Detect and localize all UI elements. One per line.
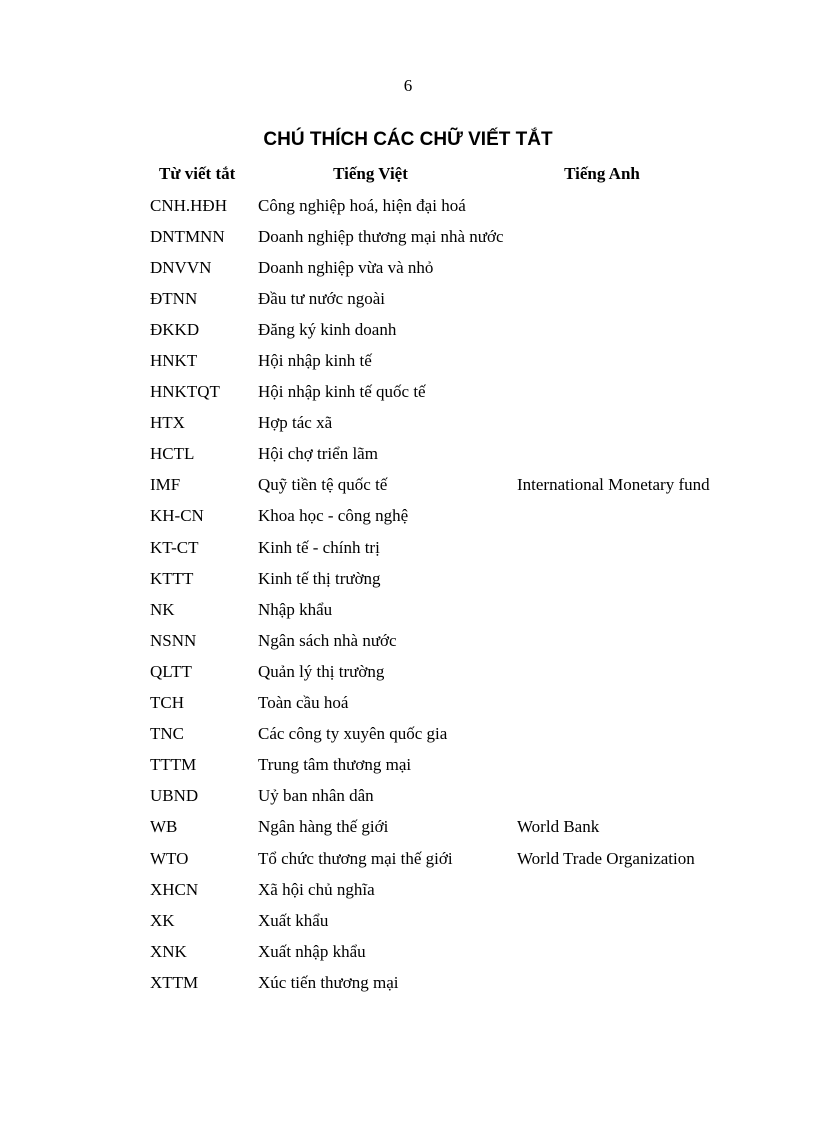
vietnamese-cell: Xuất nhập khẩu	[258, 941, 366, 961]
vietnamese-cell: Đầu tư nước ngoài	[258, 288, 386, 308]
abbreviation-cell: ĐKKD	[150, 319, 200, 339]
abbreviation-cell: ĐTNN	[150, 288, 198, 308]
vietnamese-cell: Uỷ ban nhân dân	[258, 786, 374, 806]
table-row	[150, 656, 737, 687]
table-row	[150, 563, 737, 594]
table-row	[150, 252, 737, 283]
vietnamese-cell: Quỹ tiền tệ quốc tế	[258, 475, 388, 495]
table-row	[150, 532, 737, 563]
vietnamese-cell: Tổ chức thương mại thế giới	[258, 848, 453, 868]
english-cell	[517, 874, 737, 905]
vietnamese-cell: Trung tâm thương mại	[258, 755, 412, 775]
abbreviation-cell: WTO	[150, 848, 189, 868]
table-row	[150, 781, 737, 812]
table-row	[150, 377, 737, 408]
english-cell	[517, 625, 737, 656]
vietnamese-cell: Ngân sách nhà nước	[258, 630, 397, 650]
abbreviation-cell: XNK	[150, 941, 187, 961]
abbreviation-cell: HNKT	[150, 351, 198, 371]
abbreviation-cell: XHCN	[150, 879, 199, 899]
vietnamese-cell: Doanh nghiệp vừa và nhỏ	[258, 257, 434, 277]
abbreviation-cell: HCTL	[150, 444, 195, 464]
table-row	[150, 688, 737, 719]
english-cell	[517, 314, 737, 345]
english-cell: World Trade Organization	[517, 848, 695, 868]
table-row	[150, 501, 737, 532]
abbreviation-table-header	[150, 162, 737, 186]
page-number: 6	[403, 76, 413, 95]
abbreviation-cell: KH-CN	[150, 506, 204, 526]
table-row	[150, 283, 737, 314]
vietnamese-cell: Hội chợ triển lãm	[258, 444, 378, 464]
abbreviation-cell: CNH.HĐH	[150, 195, 227, 215]
vietnamese-cell: Xúc tiến thương mại	[258, 972, 399, 992]
vietnamese-cell: Hợp tác xã	[258, 413, 333, 433]
vietnamese-cell: Xã hội chủ nghĩa	[258, 879, 375, 899]
header-row	[150, 162, 737, 186]
abbreviation-cell: NSNN	[150, 630, 197, 650]
english-cell	[517, 688, 737, 719]
vietnamese-cell: Doanh nghiệp thương mại nhà nước	[258, 226, 504, 246]
english-cell	[517, 656, 737, 687]
english-cell: International Monetary fund	[517, 475, 710, 495]
table-row	[150, 905, 737, 936]
vietnamese-cell: Hội nhập kinh tế	[258, 351, 372, 371]
english-cell	[517, 221, 737, 252]
abbreviation-cell: WB	[150, 817, 178, 837]
english-cell	[517, 532, 737, 563]
english-cell	[517, 936, 737, 967]
table-row	[150, 470, 737, 501]
abbreviation-cell: XK	[150, 910, 175, 930]
table-row	[150, 812, 737, 843]
header-vietnamese: Tiếng Việt	[333, 164, 408, 183]
vietnamese-cell: Hội nhập kinh tế quốc tế	[258, 382, 426, 402]
table-row	[150, 408, 737, 439]
vietnamese-cell: Ngân hàng thế giới	[258, 817, 389, 837]
table-row	[150, 221, 737, 252]
english-cell	[517, 377, 737, 408]
vietnamese-cell: Xuất khẩu	[258, 910, 329, 930]
table-row	[150, 594, 737, 625]
abbreviation-cell: TTTM	[150, 755, 197, 775]
english-cell	[517, 905, 737, 936]
english-cell	[517, 501, 737, 532]
abbreviation-table	[150, 162, 737, 998]
abbreviation-cell: IMF	[150, 475, 181, 495]
vietnamese-cell: Kinh tế thị trường	[258, 568, 381, 588]
abbreviation-cell: KT-CT	[150, 537, 199, 557]
abbreviation-cell: HNKTQT	[150, 382, 220, 402]
abbreviation-cell: UBND	[150, 786, 199, 806]
page-title: CHÚ THÍCH CÁC CHỮ VIẾT TẮT	[263, 129, 553, 150]
english-cell	[517, 594, 737, 625]
english-cell	[517, 252, 737, 283]
header-abbreviation: Từ viết tắt	[159, 164, 236, 183]
table-row	[150, 314, 737, 345]
abbreviation-table-body	[150, 186, 737, 998]
english-cell	[517, 190, 737, 221]
english-cell	[517, 408, 737, 439]
english-cell: World Bank	[517, 817, 600, 837]
vietnamese-cell: Toàn cầu hoá	[258, 693, 349, 713]
table-row	[150, 874, 737, 905]
vietnamese-cell: Công nghiệp hoá, hiện đại hoá	[258, 195, 466, 215]
table-row	[150, 190, 737, 221]
vietnamese-cell: Các công ty xuyên quốc gia	[258, 724, 448, 744]
vietnamese-cell: Khoa học - công nghệ	[258, 506, 409, 526]
abbreviation-cell: DNVVN	[150, 257, 212, 277]
table-row	[150, 843, 737, 874]
vietnamese-cell: Quản lý thị trường	[258, 661, 385, 681]
table-row	[150, 967, 737, 998]
english-cell	[517, 781, 737, 812]
english-cell	[517, 750, 737, 781]
english-cell	[517, 719, 737, 750]
english-cell	[517, 967, 737, 998]
vietnamese-cell: Đăng ký kinh doanh	[258, 319, 397, 339]
english-cell	[517, 439, 737, 470]
english-cell	[517, 345, 737, 376]
abbreviation-cell: DNTMNN	[150, 226, 225, 246]
abbreviation-cell: TCH	[150, 693, 184, 713]
abbreviation-cell: NK	[150, 599, 175, 619]
abbreviation-cell: HTX	[150, 413, 185, 433]
table-row	[150, 345, 737, 376]
table-row	[150, 439, 737, 470]
header-english: Tiếng Anh	[564, 164, 640, 183]
english-cell	[517, 283, 737, 314]
vietnamese-cell: Kinh tế - chính trị	[258, 537, 380, 557]
vietnamese-cell: Nhập khẩu	[258, 599, 333, 619]
abbreviation-cell: TNC	[150, 724, 184, 744]
table-row	[150, 719, 737, 750]
table-row	[150, 936, 737, 967]
english-cell	[517, 563, 737, 594]
abbreviation-cell: QLTT	[150, 661, 192, 681]
abbreviation-cell: KTTT	[150, 568, 194, 588]
abbreviation-cell: XTTM	[150, 972, 199, 992]
table-row	[150, 750, 737, 781]
table-row	[150, 625, 737, 656]
